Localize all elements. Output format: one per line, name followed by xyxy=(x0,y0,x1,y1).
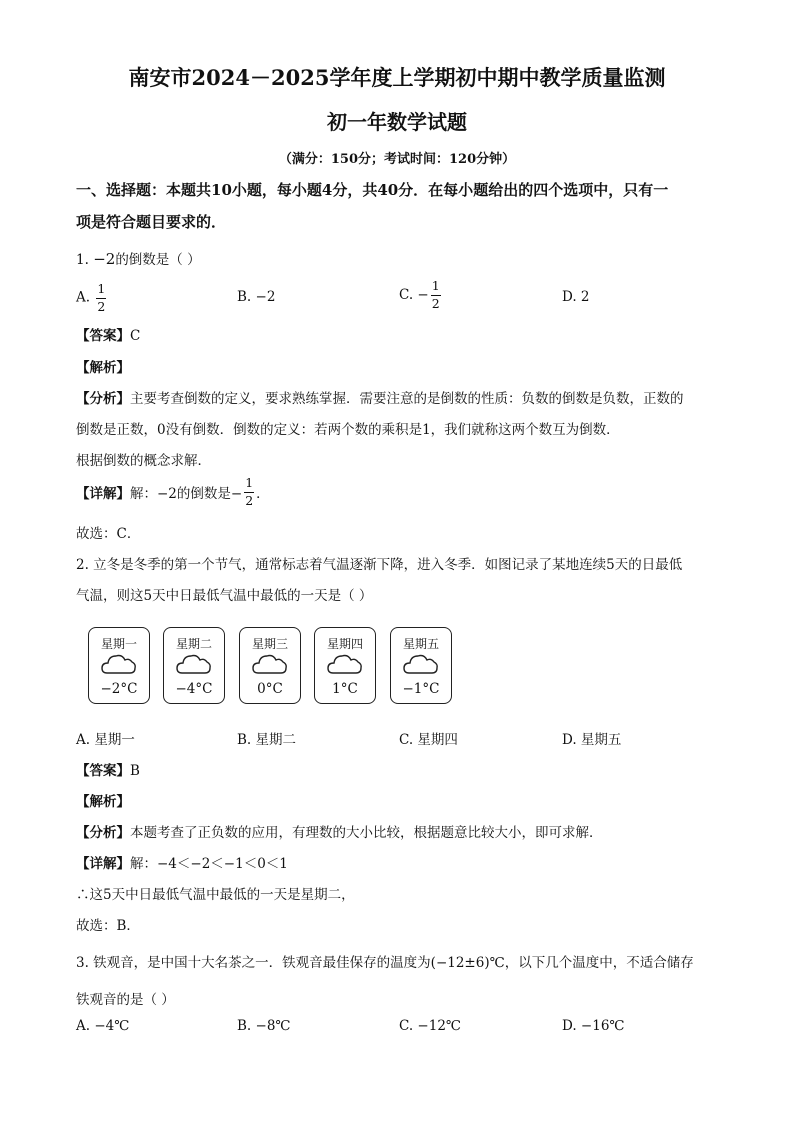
q1-stem-value: −2 xyxy=(93,250,116,268)
q3-option-b: B. −8℃ xyxy=(237,1018,291,1034)
q1-choose: 故选：C． xyxy=(76,526,141,542)
fraction-denominator: 2 xyxy=(97,298,106,314)
weather-card-monday xyxy=(88,627,150,704)
weather-day: 星期四 xyxy=(326,637,363,651)
q2-stem-line1: 2. 立冬是冬季的第一个节气，通常标志着气温逐渐下降，进入冬季．如图记录了某地连续5天的日最低 xyxy=(76,557,683,573)
fraction-denominator: 2 xyxy=(431,295,440,311)
fraction-denominator: 2 xyxy=(245,492,254,508)
fenxi-tag: 【分析】 xyxy=(76,825,130,841)
answer-value: C xyxy=(130,328,141,344)
q1-detail xyxy=(76,477,270,507)
cloud-icon xyxy=(101,653,137,675)
weather-card-tuesday xyxy=(163,627,225,704)
q1-answer xyxy=(76,324,140,344)
q1-option-c-label: C. − xyxy=(399,287,429,303)
q2-detail xyxy=(76,852,288,872)
fenxi-tag: 【分析】 xyxy=(76,391,130,407)
q3-option-c: C. −12℃ xyxy=(399,1018,462,1034)
q1-fenxi-line3: 根据倒数的概念求解． xyxy=(76,453,211,469)
q2-analysis-tag: 【解析】 xyxy=(76,794,130,810)
cloud-icon xyxy=(403,653,439,675)
detail-tag: 【详解】 xyxy=(76,856,130,872)
answer-tag: 【答案】 xyxy=(76,328,130,344)
q2-fenxi xyxy=(76,821,603,841)
q1-option-a-label: A. xyxy=(76,289,91,306)
weather-card-friday xyxy=(390,627,452,704)
q1-option-d: D. 2 xyxy=(562,289,590,305)
section-heading-line1: 一、选择题：本题共10小题，每小题4分，共40分．在每小题给出的四个选项中，只有一 xyxy=(76,181,669,199)
cloud-icon xyxy=(252,653,288,675)
q1-stem-text: 的倒数是（ ） xyxy=(115,252,201,268)
cloud-icon xyxy=(176,653,212,675)
q2-option-c: C. 星期四 xyxy=(399,732,458,748)
q1-number: 1. xyxy=(76,252,89,268)
q1-fenxi-line2: 倒数是正数，0没有倒数．倒数的定义：若两个数的乘积是1，我们就称这两个数互为倒数． xyxy=(76,422,620,438)
weather-temp: 0°C xyxy=(257,681,283,697)
q1-option-a xyxy=(76,283,108,313)
q2-option-a: A. 星期一 xyxy=(76,732,135,748)
weather-day: 星期一 xyxy=(100,637,137,651)
q2-choose: 故选：B． xyxy=(76,918,140,934)
q1-option-a-fraction xyxy=(96,283,106,313)
fraction-numerator: 1 xyxy=(431,280,441,296)
detail-text: 解：−2的倒数是− xyxy=(130,486,243,502)
fraction-numerator: 1 xyxy=(96,283,106,299)
q3-option-d: D. −16℃ xyxy=(562,1018,625,1034)
q3-stem-line1: 3. 铁观音，是中国十大名茶之一．铁观音最佳保存的温度为(−12±6)℃，以下几个温度中，不适合储存 xyxy=(76,955,694,971)
section-heading-line2: 项是符合题目要求的． xyxy=(76,213,227,231)
q1-option-c-fraction xyxy=(431,280,441,310)
q2-therefore: ∴这5天中日最低气温中最低的一天是星期二， xyxy=(76,887,355,903)
q2-option-d: D. 星期五 xyxy=(562,732,622,748)
detail-end: ． xyxy=(256,486,270,502)
weather-card-thursday xyxy=(314,627,376,704)
exam-info: （满分：150分；考试时间：120分钟） xyxy=(278,152,516,167)
fenxi-text: 本题考查了正负数的应用，有理数的大小比较，根据题意比较大小，即可求解． xyxy=(130,825,603,841)
detail-text: 解：−4＜−2＜−1＜0＜1 xyxy=(130,856,288,872)
answer-tag: 【答案】 xyxy=(76,763,130,779)
weather-day: 星期三 xyxy=(251,637,288,651)
q1-detail-fraction xyxy=(244,477,254,507)
answer-value: B xyxy=(130,763,140,779)
q3-option-a: A. −4℃ xyxy=(76,1018,130,1034)
weather-temp: −1°C xyxy=(402,681,440,697)
fraction-numerator: 1 xyxy=(244,477,254,493)
q2-stem-line2: 气温，则这5天中日最低气温中最低的一天是（ ） xyxy=(76,588,373,604)
weather-temp: −2°C xyxy=(100,681,138,697)
page-title: 南安市2024－2025学年度上学期初中期中教学质量监测 xyxy=(128,65,666,90)
weather-card-wednesday xyxy=(239,627,301,704)
weather-day: 星期五 xyxy=(402,637,439,651)
q3-stem-line2: 铁观音的是（ ） xyxy=(76,992,175,1008)
q1-option-b: B. −2 xyxy=(237,289,276,305)
weather-day: 星期二 xyxy=(175,637,212,651)
cloud-icon xyxy=(327,653,363,675)
detail-tag: 【详解】 xyxy=(76,486,130,502)
weather-temp: −4°C xyxy=(175,681,213,697)
q1-stem xyxy=(76,248,201,268)
q2-option-b: B. 星期二 xyxy=(237,732,297,748)
q1-fenxi-line1 xyxy=(76,387,684,407)
weather-temp: 1°C xyxy=(332,681,358,697)
fenxi-text: 主要考查倒数的定义，要求熟练掌握．需要注意的是倒数的性质：负数的倒数是负数，正数的 xyxy=(130,391,684,407)
q1-analysis-tag: 【解析】 xyxy=(76,360,130,376)
q2-answer xyxy=(76,759,140,779)
page-subtitle: 初一年数学试题 xyxy=(327,110,467,134)
q1-option-c xyxy=(399,280,443,310)
